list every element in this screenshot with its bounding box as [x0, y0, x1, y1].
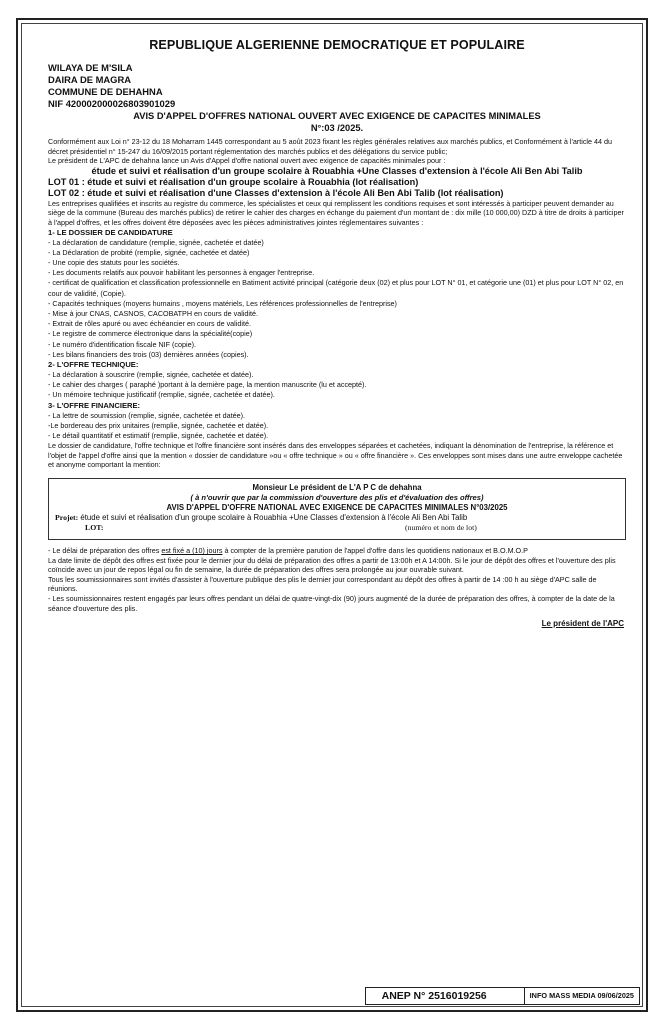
closing-delay	[48, 546, 626, 556]
box-lot-label: LOT:	[85, 523, 104, 532]
list-item: -Le bordereau des prix unitaires (remplie, signée, cachetée et datée).	[48, 420, 269, 430]
header-daira: DAIRA DE MAGRA	[48, 74, 131, 85]
list-item: - Capacités techniques (moyens humains , moyens matériels, Les références professionnelles de l'entreprise)	[48, 298, 397, 308]
financiere-list	[48, 411, 626, 442]
lot-01: LOT 01 : étude et suivi et réalisation d'un groupe scolaire à Rouabhia (lot réalisation)	[48, 176, 419, 187]
box-projet	[55, 513, 619, 523]
document-page	[16, 18, 648, 1012]
list-item: - certificat de qualification et classification professionnelle en Batiment activité principal (catégorie deux (02) et plus pour LOT N° 01, et catégorie une (01) et plus pour LOT N° 02, en cour de validité, (Copie).	[48, 278, 624, 298]
list-item: - Le cahier des charges ( paraphé )portant à la dernière page, la mention manuscrite (lu et accepté).	[48, 380, 367, 390]
intro-paragraph-eligibility: Les entreprises qualifiées et inscrits au registre du commerce, les spécialistes et ceux qui remplissent les conditions requises et sont intéressés à participer peuvent demander au siège de la commune (Bureau des marchés publics) de retirer le cahier des charges en échange du paiement d'un montant de : dix mille (10 000,00) DZD à titre de droits à participer à l'appel d'offres, et les offres doivent être déposées avec les pièces administratives jointes réglementaires suivantes :	[48, 198, 624, 227]
section-title-financiere: 3- L'OFFRE FINANCIERE:	[48, 400, 141, 410]
closing-delay-a: - Le délai de préparation des offres	[48, 546, 162, 555]
box-projet-label: Projet:	[55, 513, 79, 522]
list-item: - Les bilans financiers des trois (03) dernières années (copies).	[48, 349, 249, 359]
header-wilaya: WILAYA DE M'SILA	[48, 62, 133, 73]
envelope-mention-box	[48, 478, 626, 540]
list-item: - Mise à jour CNAS, CASNOS, CACOBATPH en cours de validité.	[48, 308, 258, 318]
intro-paragraph-launch: Le président de L'APC de dehahna lance un Avis d'Appel d'offre national ouvert avec exigence de capacités minimales pour :	[48, 156, 446, 166]
box-lot	[55, 523, 619, 533]
list-item: - La déclaration de candidature (remplie, signée, cachetée et datée)	[48, 237, 264, 247]
box-projet-text: étude et suivi et réalisation d'un groupe scolaire à Rouabhia +Une Classes d'extension à l'école Ali Ben Abi Talib	[78, 513, 468, 522]
list-item: - Les documents relatifs aux pouvoir habilitant les personnes à engager l'entreprise.	[48, 268, 315, 278]
avis-title: AVIS D'APPEL D'OFFRES NATIONAL OUVERT AVEC EXIGENCE DE CAPACITES MINIMALES	[133, 111, 541, 121]
technique-list	[48, 370, 626, 401]
envelope-paragraph: Le dossier de candidature, l'offre technique et l'offre financière sont insérés dans des enveloppes séparées et cachetées, indiquant la dénomination de l'entreprise, la référence et l'objet de l'appel d'offre ainsi que la mention « dossier de candidature »ou « offre technique » ou « offre financière ». Ces enveloppes sont mises dans une autre enveloppe cachetée et anonyme comportant la mention:	[48, 441, 623, 470]
footer-reference	[365, 987, 640, 1005]
intro-paragraph-legal: Conformément aux Loi n° 23-12 du 18 Moharram 1445 correspondant au 5 août 2023 fixant les règles générales relatives aux marchés publics, et Conformément à l'article 44 du décret présidentiel n° 15-247 du 16/09/2015 portant réglementation des marchés publics et des délégations du service public;	[48, 137, 612, 156]
box-avis-reference: AVIS D'APPEL D'OFFRE NATIONAL AVEC EXIGENCE DE CAPACITES MINIMALES N°03/2025	[166, 503, 508, 512]
document-content	[48, 38, 626, 628]
project-title: étude et suivi et réalisation d'un groupe scolaire à Rouabhia +Une Classes d'extension à l'école Ali Ben Abi Talib	[91, 165, 583, 176]
header-commune: COMMUNE DE DEHAHNA	[48, 86, 163, 97]
list-item: - La Déclaration de probité (remplie, signée, cachetée et datée)	[48, 247, 250, 257]
list-item: - Une copie des statuts pour les sociétés.	[48, 257, 180, 267]
signature: Le président de l'APC	[541, 619, 624, 629]
closing-delay-underlined: est fixé a (10) jours	[161, 546, 223, 555]
box-recipient: Monsieur Le président de L'A P C de dehahna	[252, 483, 422, 492]
avis-number: N°:03 /2025.	[310, 123, 364, 133]
closing-deadline: La date limite de dépôt des offres est fixée pour le dernier jour du délai de préparation des offres a partir de 13:00h et A 14:00h. Si le jour de dépôt des offres et l'ouverture des plis coïncide avec un jour de repos légal ou fin de semaine, la durée de préparation des offres sera prolongée au jour ouvrable suivant.	[48, 555, 616, 575]
list-item: - Le numéro d'identification fiscale NIF (copie).	[48, 339, 196, 349]
box-instruction: ( à n'ouvrir que par la commission d'ouverture des plis et d'évaluation des offres)	[190, 493, 484, 502]
list-item: - Le registre de commerce électronique dans la spécialité(copie)	[48, 329, 253, 339]
list-item: - La déclaration à souscrire (remplie, signée, cachetée et datée).	[48, 370, 254, 379]
closing-validity: - Les soumissionnaires restent engagés par leurs offres pendant un délai de quatre-vingt-dix (90) jours augmenté de la durée de préparation des offres, à compter de la date de la séance d'ouverture des plis.	[48, 593, 615, 613]
box-lot-note: (numéro et nom de lot)	[405, 523, 477, 532]
closing-delay-b: à compter de la première parution de l'appel d'offre dans les quotidiens nationaux et B.O.M.O.P	[222, 546, 528, 555]
list-item: - Extrait de rôles apuré ou avec échéancier en cours de validité.	[48, 319, 251, 329]
anep-number: ANEP N° 2516019256	[366, 988, 525, 1004]
closing-opening: Tous les soumissionnaires sont invités d'assister à l'ouverture publique des plis le dernier jour correspondant au dépôt des offres à partir de 14 :00 h au siège d'APC salle de réunions.	[48, 574, 597, 594]
list-item: - Un mémoire technique justificatif (remplie, signée, cachetée et datée).	[48, 390, 275, 400]
section-title-technique: 2- L'OFFRE TECHNIQUE:	[48, 360, 139, 369]
list-item: - Le détail quantitatif et estimatif (remplie, signée, cachetée et datée).	[48, 431, 269, 441]
header-nif: NIF 420002000026803901029	[48, 98, 176, 109]
section-title-candidature: 1- LE DOSSIER DE CANDIDATURE	[48, 227, 173, 237]
candidature-list	[48, 238, 626, 360]
media-credit: INFO MASS MEDIA 09/06/2025	[529, 991, 634, 1000]
lot-02: LOT 02 : étude et suivi et réalisation d'une Classes d'extension à l'école Ali Ben Abi Talib (lot réalisation)	[48, 187, 504, 198]
main-title: REPUBLIQUE ALGERIENNE DEMOCRATIQUE ET POPULAIRE	[149, 38, 525, 52]
list-item: - La lettre de soumission (remplie, signée, cachetée et datée).	[48, 410, 245, 420]
